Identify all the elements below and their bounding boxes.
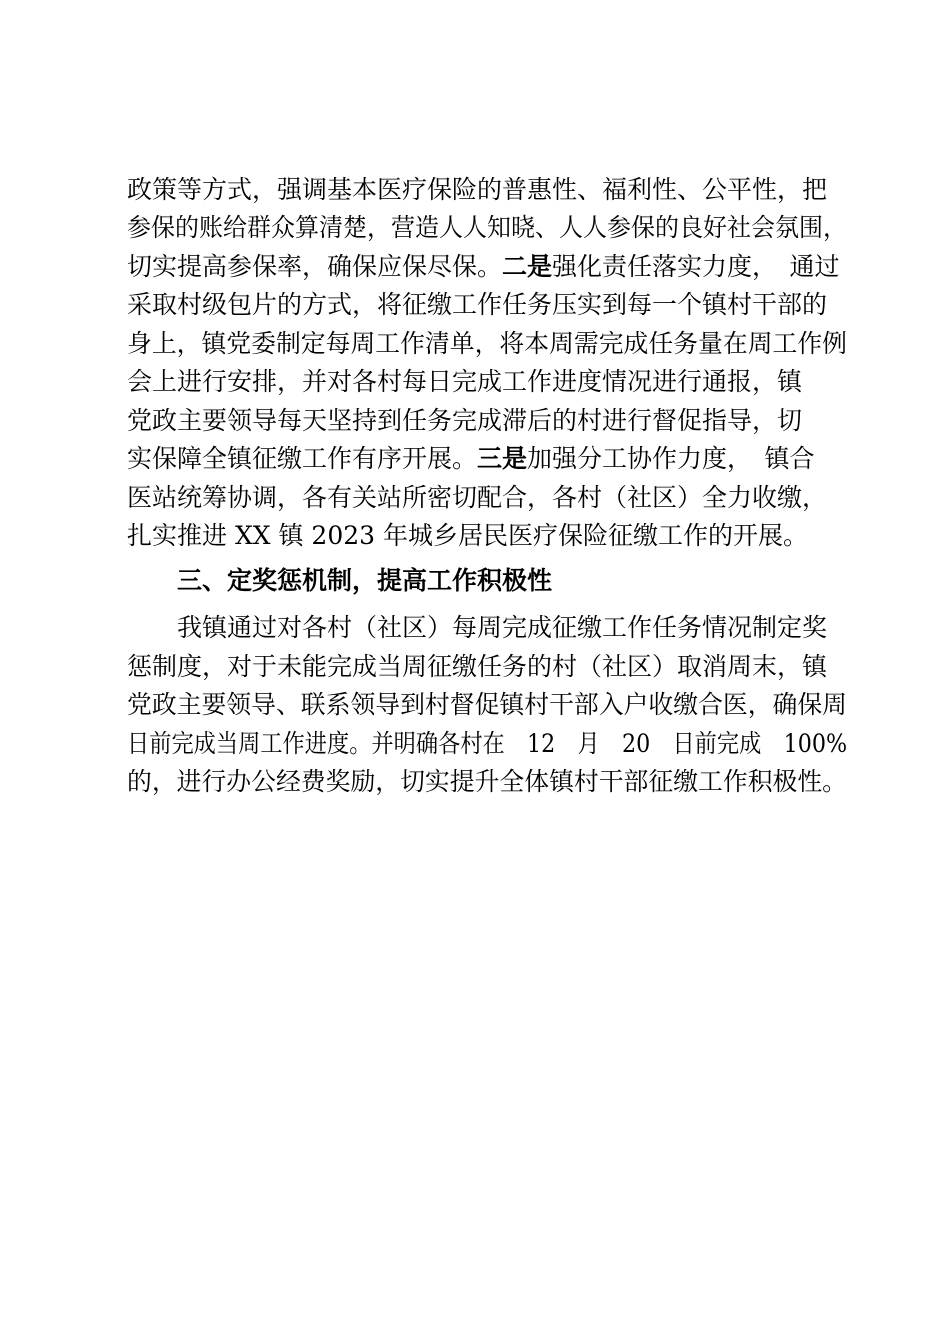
- paragraph-2-line-5-text: 的，进行办公经费奖励，切实提升全体镇村干部征缴工作积极性。: [127, 767, 848, 796]
- section-heading-text: 三、定奖惩机制，提高工作积极性: [177, 566, 553, 595]
- paragraph-1-line-8-bold-marker: 三是: [477, 444, 528, 473]
- paragraph-2-line-2-text: 惩制度，对于未能完成当周征缴任务的村（社区）取消周末，镇: [127, 652, 828, 681]
- paragraph-1-line-3-bold-marker: 二是: [502, 252, 553, 281]
- paragraph-1-line-4: [127, 286, 847, 324]
- paragraph-1-line-9: [127, 479, 847, 517]
- paragraph-2-line-4-text: 日前完成当周工作进度。并明确各村在 12 月 20 日前完成 100%: [127, 729, 848, 758]
- paragraph-1-line-3: [127, 248, 847, 286]
- paragraph-2-line-1-text: 我镇通过对各村（社区）每周完成征缴工作任务情况制定奖: [177, 613, 828, 642]
- paragraph-1-line-7: [127, 402, 847, 440]
- paragraph-1-line-8-text-b: 加强分工协作力度， 镇合: [527, 444, 815, 473]
- paragraph-1-line-10: [127, 517, 847, 555]
- paragraph-1-line-9-text: 医站统筹协调，各有关站所密切配合，各村（社区）全力收缴，: [127, 483, 828, 512]
- paragraph-2-line-3-text: 党政主要领导、联系领导到村督促镇村干部入户收缴合医，确保周: [127, 690, 848, 719]
- paragraph-2-line-3: [127, 686, 848, 724]
- paragraph-1-line-3-text-a: 切实提高参保率，确保应保尽保。: [127, 252, 503, 281]
- paragraph-1-line-8-text-a: 实保障全镇征缴工作有序开展。: [127, 444, 478, 473]
- paragraph-1-line-1: [127, 171, 847, 209]
- paragraph-1-line-6: [127, 363, 847, 401]
- paragraph-1-line-7-text: 党政主要领导每天坚持到任务完成滞后的村进行督促指导，切: [127, 406, 803, 435]
- paragraph-1-line-8: [127, 440, 847, 478]
- paragraph-1-line-10-text: 扎实推进 XX 镇 2023 年城乡居民医疗保险征缴工作的开展。: [127, 521, 809, 550]
- paragraph-2-line-5: [127, 763, 848, 801]
- paragraph-2-line-2: [127, 648, 847, 686]
- paragraph-2-line-1: [177, 609, 847, 647]
- paragraph-1-line-1-text: 政策等方式，强调基本医疗保险的普惠性、福利性、公平性，把: [127, 175, 828, 204]
- paragraph-1-line-3-text-b: 强化责任落实力度， 通过: [552, 252, 840, 281]
- paragraph-1-line-2: [127, 209, 848, 247]
- paragraph-1-line-5-text: 身上，镇党委制定每周工作清单，将本周需完成任务量在周工作例: [127, 329, 848, 358]
- section-heading: [177, 562, 847, 600]
- paragraph-1-line-2-text: 参保的账给群众算清楚，营造人人知晓、人人参保的良好社会氛围，: [127, 213, 848, 242]
- paragraph-1-line-6-text: 会上进行安排，并对各村每日完成工作进度情况进行通报，镇: [127, 367, 803, 396]
- paragraph-1-line-5: [127, 325, 848, 363]
- paragraph-1-line-4-text: 采取村级包片的方式，将征缴工作任务压实到每一个镇村干部的: [127, 290, 828, 319]
- paragraph-2-line-4: [127, 725, 848, 763]
